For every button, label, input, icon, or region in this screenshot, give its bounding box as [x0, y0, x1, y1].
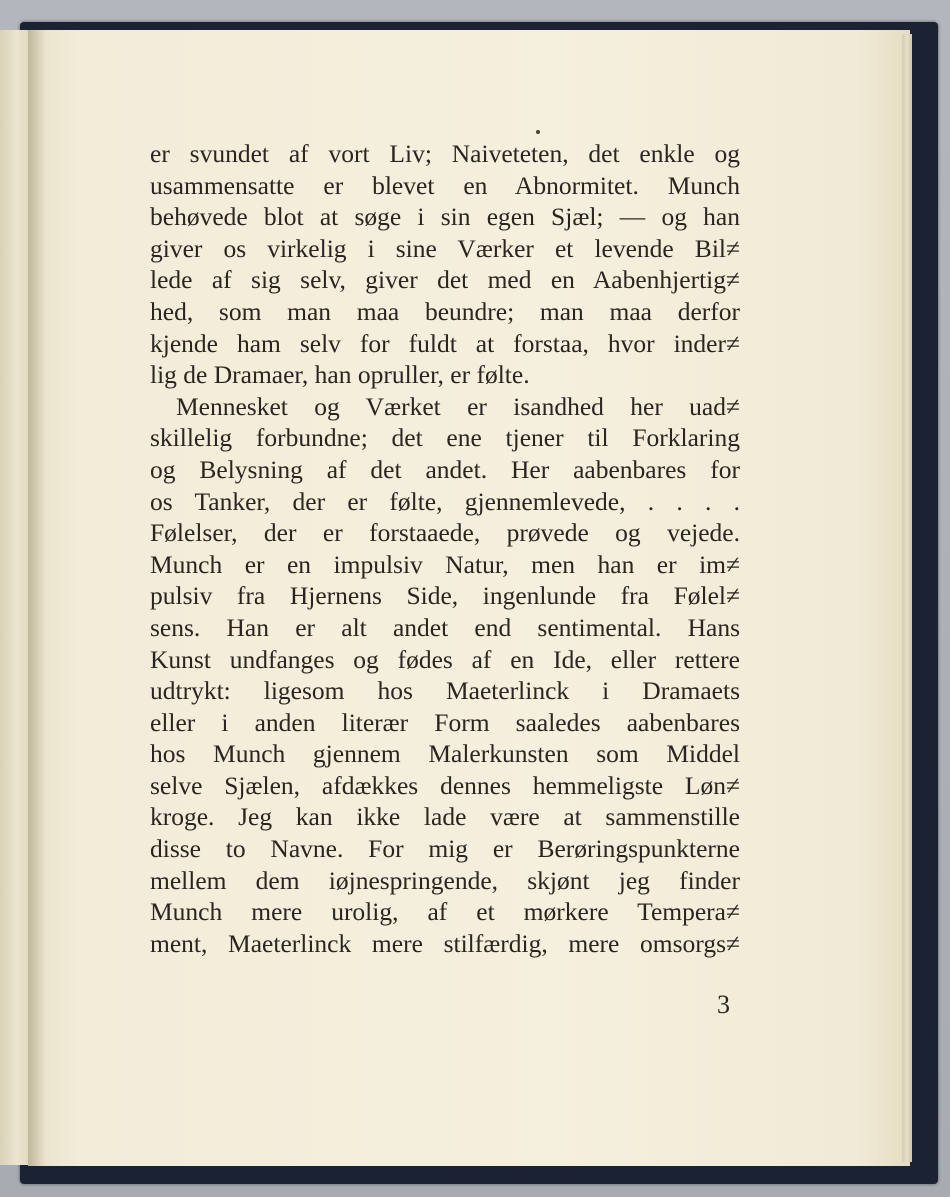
text-line: eller i anden literær Form saaledes aabenbares — [150, 707, 740, 737]
page-number: 3 — [717, 990, 730, 1019]
text-line: selve Sjælen, afdækkes dennes hemmeligste Løn≠ — [150, 770, 740, 800]
ink-speck — [536, 130, 540, 134]
text-line: lede af sig selv, giver det med en Aabenhjertig≠ — [150, 265, 740, 295]
text-line: skillelig forbundne; det ene tjener til Forklaring — [150, 423, 740, 453]
page-stack-edge — [902, 34, 912, 1162]
text-line: hos Munch gjennem Malerkunsten som Middel — [150, 739, 740, 769]
text-line: kroge. Jeg kan ikke lade være at sammenstille — [150, 802, 740, 832]
text-line: sens. Han er alt andet end sentimental. Hans — [150, 612, 740, 642]
text-line: usammensatte er blevet en Abnormitet. Munch — [150, 170, 740, 200]
text-line: pulsiv fra Hjernens Side, ingenlunde fra Følel≠ — [150, 581, 740, 611]
text-line: os Tanker, der er følte, gjennemlevede, . . . . — [150, 486, 740, 516]
text-line: er svundet af vort Liv; Naiveteten, det enkle og — [150, 139, 740, 168]
text-line: ment, Maeterlinck mere stilfærdig, mere omsorgs≠ — [150, 928, 740, 958]
text-line: behøvede blot at søge i sin egen Sjæl; — og han — [150, 202, 740, 232]
text-line: Kunst undfanges og fødes af en Ide, eller rettere — [150, 644, 740, 674]
text-line: kjende ham selv for fuldt at forstaa, hvor inder≠ — [150, 328, 740, 358]
text-line: disse to Navne. For mig er Berøringspunkterne — [150, 834, 740, 864]
text-line: lig de Dramaer, han opruller, er følte. — [150, 360, 530, 390]
text-line: og Belysning af det andet. Her aabenbares for — [150, 454, 740, 484]
text-line: mellem dem iøjnespringende, skjønt jeg finder — [150, 865, 740, 895]
text-line: hed, som man maa beundre; man maa derfor — [150, 296, 740, 326]
text-line: Munch mere urolig, af et mørkere Tempera≠ — [150, 897, 740, 927]
text-line: giver os virkelig i sine Værker et levende Bil≠ — [150, 233, 740, 263]
text-line: Følelser, der er forstaaede, prøvede og vejede. — [150, 518, 740, 548]
text-line: Mennesket og Værket er isandhed her uad≠ — [176, 391, 740, 421]
text-line: udtrykt: ligesom hos Maeterlinck i Dramaets — [150, 676, 740, 706]
text-line: Munch er en impulsiv Natur, men han er im≠ — [150, 549, 740, 579]
gutter-shadow — [28, 30, 46, 1166]
previous-page-edge — [0, 30, 29, 1165]
body-text — [150, 138, 740, 959]
